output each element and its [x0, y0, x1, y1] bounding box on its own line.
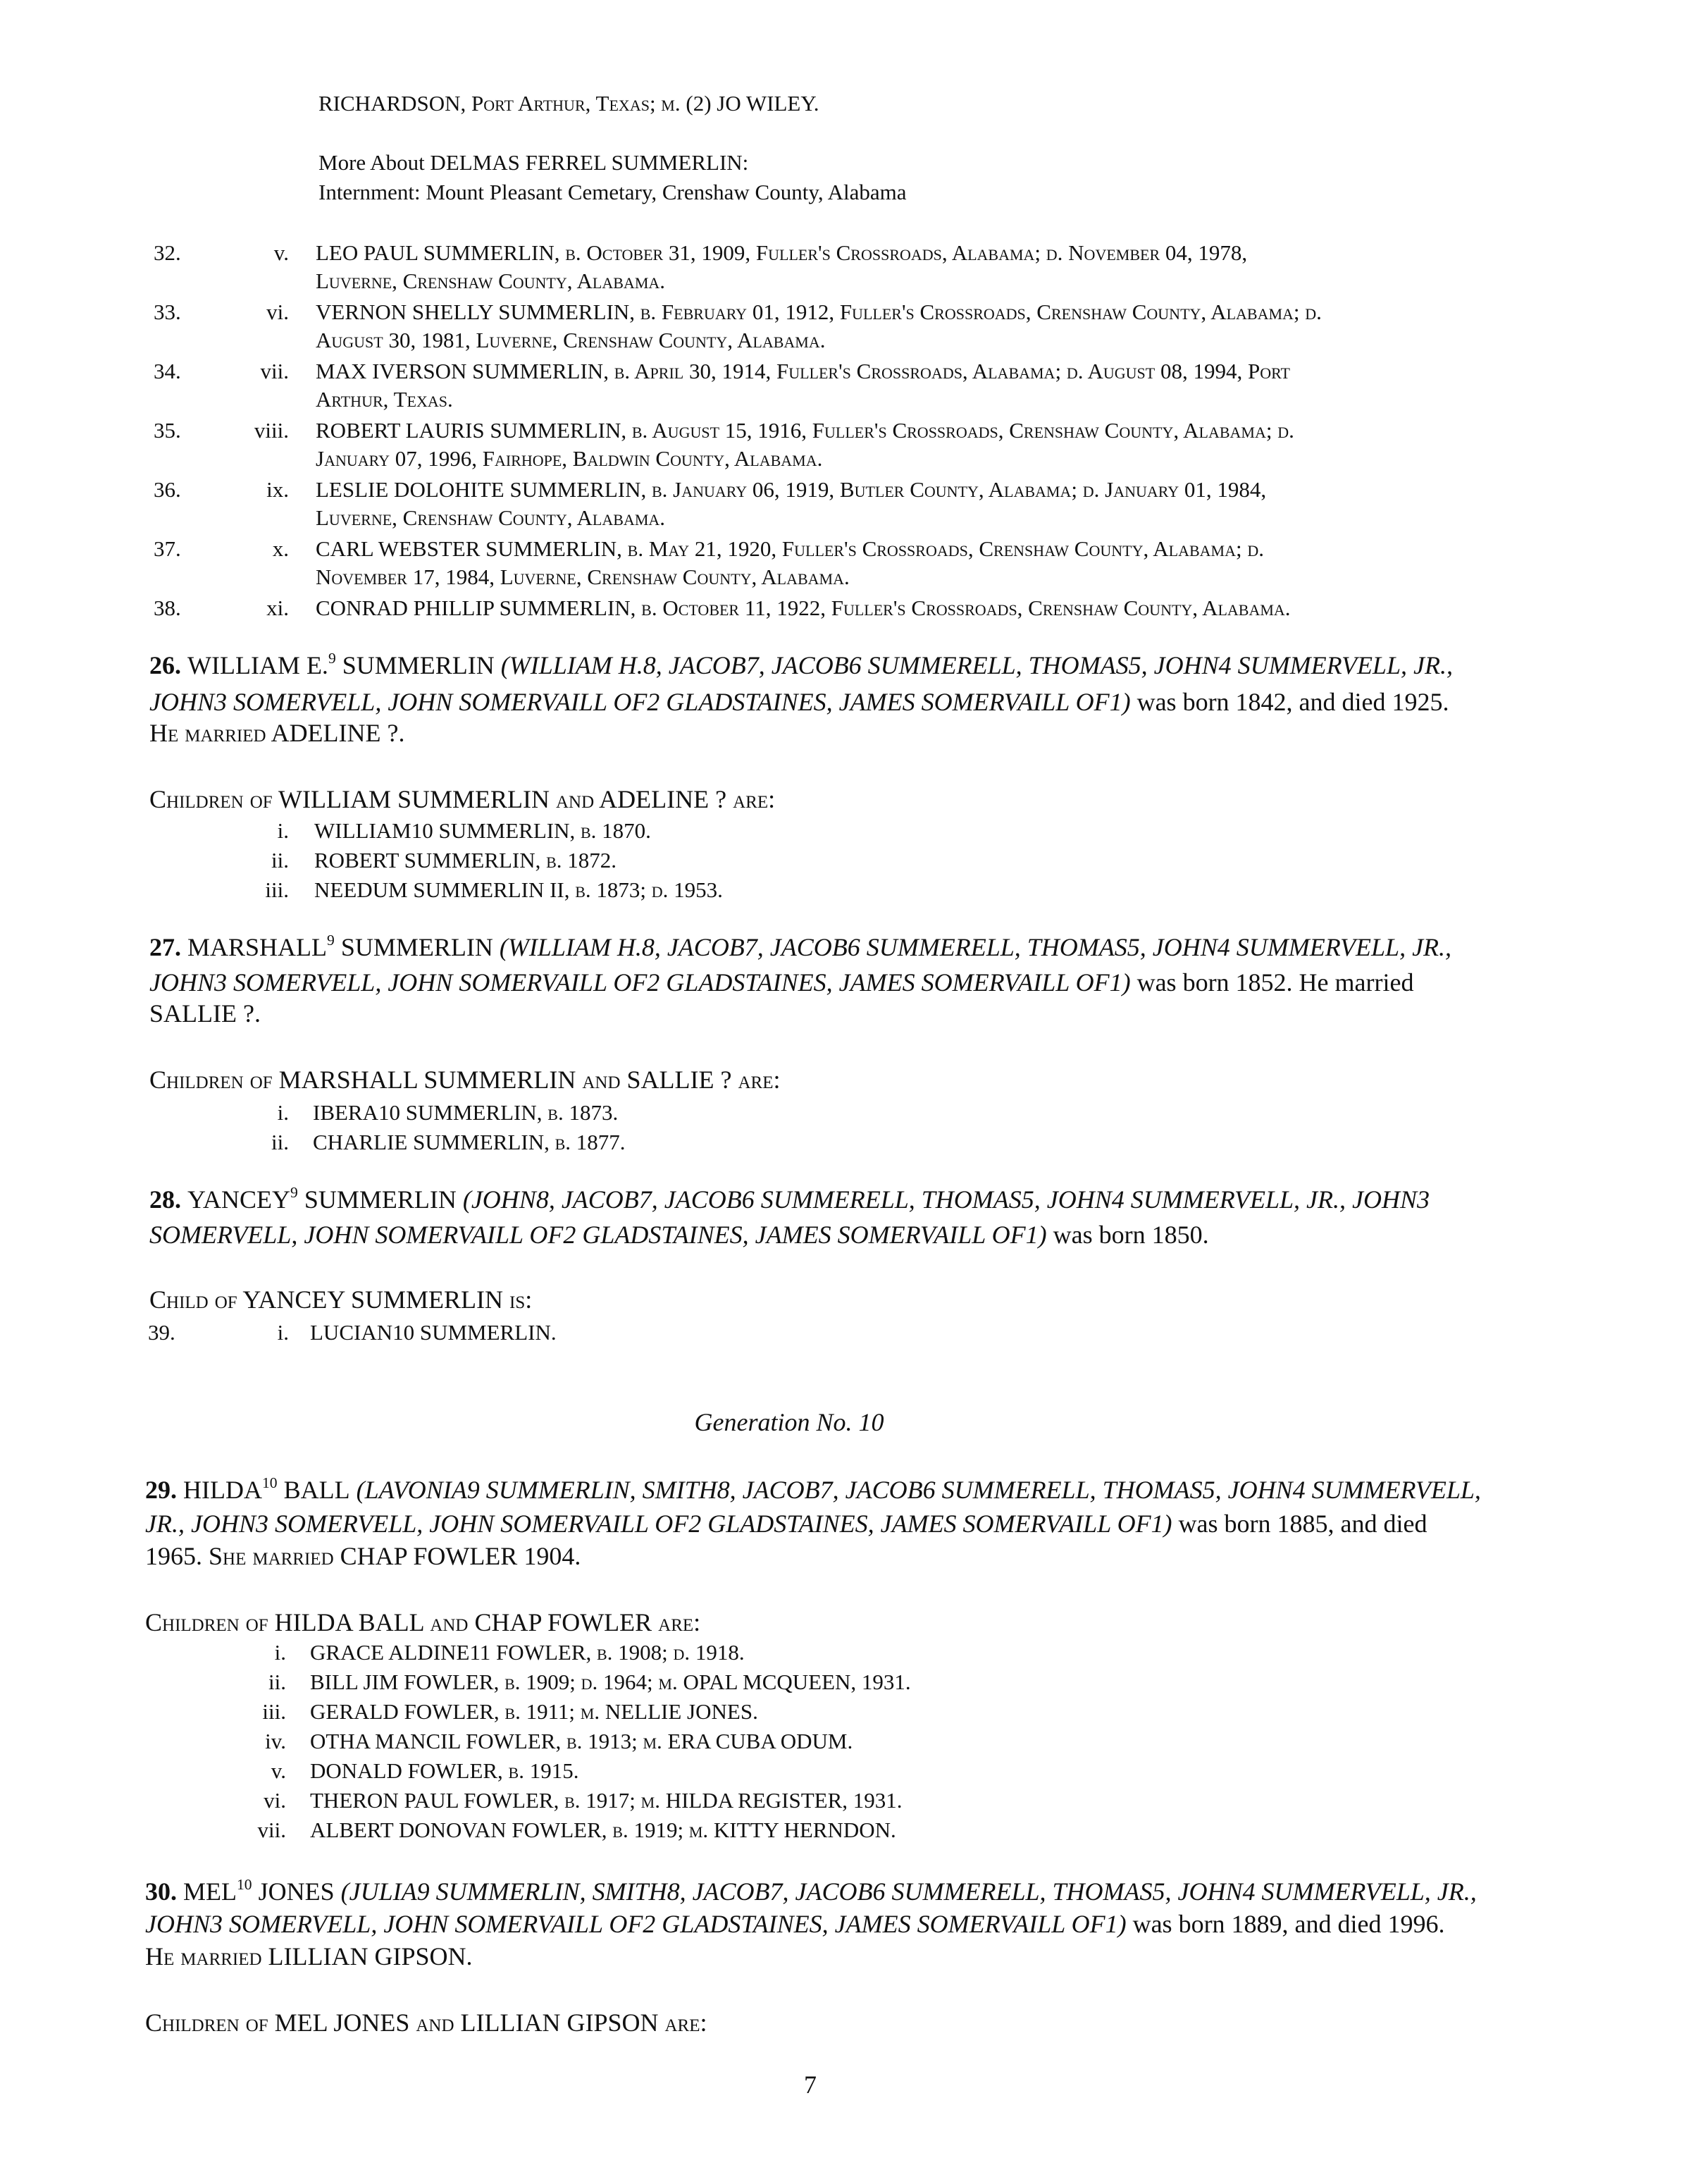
entry-27-line-1 — [149, 932, 1451, 963]
roman-numeral: vi. — [264, 1788, 286, 1813]
ancestry-line: (JOHN8, JACOB7, JACOB6 SUMMERELL, THOMAS5, JOHN4 SUMMERVELL, JR., JOHN3 — [462, 1185, 1430, 1214]
ancestry-line: (JULIA9 SUMMERLIN, SMITH8, JACOB7, JACOB6 SUMMERELL, THOMAS5, JOHN4 SUMMERVELL, JR., — [340, 1877, 1477, 1906]
more-about-heading: More About DELMAS FERREL SUMMERLIN: — [318, 150, 749, 175]
child-text: THERON PAUL FOWLER, b. 1917; m. HILDA REGISTER, 1931. — [310, 1788, 903, 1813]
entry-29-children-heading: Children of HILDA BALL and CHAP FOWLER are: — [145, 1608, 701, 1636]
entry-number: 32. — [154, 240, 181, 265]
list-item-text: CONRAD PHILLIP SUMMERLIN, b. October 11, 1922, Fuller's Crossroads, Crenshaw County, Alabama. — [316, 596, 1291, 620]
entry-26-marriage: He married ADELINE ?. — [149, 719, 405, 747]
child-text: GERALD FOWLER, b. 1911; m. NELLIE JONES. — [310, 1699, 758, 1724]
list-item-text: November 17, 1984, Luverne, Crenshaw County, Alabama. — [316, 564, 850, 589]
entry-26-children-heading: Children of WILLIAM SUMMERLIN and ADELINE ? are: — [149, 785, 776, 813]
roman-numeral: vii. — [257, 1818, 286, 1842]
roman-numeral: ix. — [266, 477, 289, 502]
entry-number: 38. — [154, 596, 181, 620]
roman-numeral: v. — [271, 1758, 286, 1783]
ancestry-line: JR., JOHN3 SOMERVELL, JOHN SOMERVAILL OF2 GLADSTAINES, JAMES SOMERVAILL OF1) — [145, 1510, 1172, 1538]
entry-number: 33. — [154, 300, 181, 324]
entry-number: 27. — [149, 933, 181, 961]
life-dates: was born 1842, and died 1925. — [1136, 688, 1449, 716]
entry-30-line-1 — [145, 1876, 1477, 1907]
child-text: GRACE ALDINE11 FOWLER, b. 1908; d. 1918. — [310, 1640, 745, 1665]
entry-30-children-heading: Children of MEL JONES and LILLIAN GIPSON are: — [145, 2009, 707, 2037]
entry-number: 36. — [154, 477, 181, 502]
life-dates: was born 1889, and died 1996. — [1132, 1910, 1445, 1938]
ancestry-line: JOHN3 SOMERVELL, JOHN SOMERVAILL OF2 GLADSTAINES, JAMES SOMERVAILL OF1) — [149, 968, 1131, 997]
list-item-text: Arthur, Texas. — [316, 387, 453, 412]
entry-28-line-1 — [149, 1184, 1430, 1215]
generation-heading: Generation No. 10 — [694, 1408, 884, 1436]
life-dates: was born 1885, and died — [1178, 1510, 1427, 1538]
person-name: YANCEY$^9$ SUMMERLIN — [187, 1183, 457, 1214]
entry-27-line-2 — [149, 967, 1413, 998]
entry-29-line-1 — [145, 1474, 1481, 1505]
roman-numeral: iii. — [265, 877, 289, 902]
entry-28-line-2 — [149, 1219, 1209, 1250]
person-name: HILDA$^{10}$ BALL — [183, 1474, 350, 1504]
entry-29-marriage: 1965. She married CHAP FOWLER 1904. — [145, 1542, 581, 1570]
ancestry-line: (WILLIAM H.8, JACOB7, JACOB6 SUMMERELL, THOMAS5, JOHN4 SUMMERVELL, JR., — [500, 651, 1453, 679]
ancestry-line: SOMERVELL, JOHN SOMERVAILL OF2 GLADSTAINES, JAMES SOMERVAILL OF1) — [149, 1221, 1047, 1249]
roman-numeral: iii. — [262, 1699, 286, 1724]
entry-number: 39. — [148, 1320, 175, 1345]
life-dates: was born 1850. — [1053, 1221, 1209, 1249]
list-item-text: CARL WEBSTER SUMMERLIN, b. May 21, 1920, Fuller's Crossroads, Crenshaw County, Alabama; d. — [316, 536, 1264, 561]
entry-number: 28. — [149, 1185, 181, 1214]
entry-number: 26. — [149, 651, 181, 679]
child-text: NEEDUM SUMMERLIN II, b. 1873; d. 1953. — [314, 877, 723, 902]
entry-number: 34. — [154, 359, 181, 383]
child-text: ROBERT SUMMERLIN, b. 1872. — [314, 848, 617, 872]
child-text: CHARLIE SUMMERLIN, b. 1877. — [313, 1130, 626, 1154]
roman-numeral: i. — [277, 818, 289, 843]
roman-numeral: ii. — [268, 1670, 286, 1694]
entry-number: 37. — [154, 536, 181, 561]
roman-numeral: i. — [277, 1100, 289, 1125]
page-number: 7 — [804, 2071, 817, 2099]
entry-29-line-2 — [145, 1508, 1427, 1539]
child-text: WILLIAM10 SUMMERLIN, b. 1870. — [314, 818, 651, 843]
list-item-text: January 07, 1996, Fairhope, Baldwin County, Alabama. — [316, 446, 823, 471]
entry-30-marriage: He married LILLIAN GIPSON. — [145, 1942, 473, 1970]
ancestry-line: (WILLIAM H.8, JACOB7, JACOB6 SUMMERELL, THOMAS5, JOHN4 SUMMERVELL, JR., — [499, 933, 1452, 961]
roman-numeral: i. — [277, 1320, 289, 1345]
ancestry-line: JOHN3 SOMERVELL, JOHN SOMERVAILL OF2 GLADSTAINES, JAMES SOMERVAILL OF1) — [145, 1910, 1127, 1938]
person-name: MEL$^{10}$ JONES — [183, 1875, 335, 1906]
internment-line: Internment: Mount Pleasant Cemetary, Crenshaw County, Alabama — [318, 180, 907, 204]
child-text: DONALD FOWLER, b. 1915. — [310, 1758, 579, 1783]
entry-number: 30. — [145, 1877, 177, 1906]
roman-numeral: ii. — [271, 1130, 289, 1154]
child-text: ALBERT DONOVAN FOWLER, b. 1919; m. KITTY HERNDON. — [310, 1818, 896, 1842]
ancestry-line: JOHN3 SOMERVELL, JOHN SOMERVAILL OF2 GLADSTAINES, JAMES SOMERVAILL OF1) — [149, 688, 1131, 716]
child-text: LUCIAN10 SUMMERLIN. — [310, 1320, 557, 1345]
list-item-text: Luverne, Crenshaw County, Alabama. — [316, 505, 666, 530]
list-item-text: Luverne, Crenshaw County, Alabama. — [316, 269, 666, 293]
person-name: MARSHALL$^9$ SUMMERLIN — [187, 931, 493, 961]
roman-numeral: ii. — [271, 848, 289, 872]
roman-numeral: xi. — [266, 596, 289, 620]
life-dates: was born 1852. He married — [1136, 968, 1414, 997]
entry-27-marriage: SALLIE ?. — [149, 999, 261, 1028]
entry-26-line-1 — [149, 650, 1453, 681]
list-item-text: VERNON SHELLY SUMMERLIN, b. February 01, 1912, Fuller's Crossroads, Crenshaw County, Alabama; d. — [316, 300, 1322, 324]
child-text: BILL JIM FOWLER, b. 1909; d. 1964; m. OPAL MCQUEEN, 1931. — [310, 1670, 911, 1694]
roman-numeral: vi. — [266, 300, 289, 324]
entry-26-line-2 — [149, 686, 1449, 717]
roman-numeral: viii. — [254, 418, 289, 443]
entry-28-children-heading: Child of YANCEY SUMMERLIN is: — [149, 1285, 533, 1314]
entry-27-children-heading: Children of MARSHALL SUMMERLIN and SALLIE ? are: — [149, 1066, 781, 1094]
child-text: IBERA10 SUMMERLIN, b. 1873. — [313, 1100, 619, 1125]
roman-numeral: i. — [274, 1640, 286, 1665]
roman-numeral: vii. — [260, 359, 289, 383]
list-item-text: August 30, 1981, Luverne, Crenshaw County, Alabama. — [316, 328, 826, 352]
roman-numeral: v. — [273, 240, 289, 265]
roman-numeral: iv. — [265, 1729, 286, 1753]
ancestry-line: (LAVONIA9 SUMMERLIN, SMITH8, JACOB7, JACOB6 SUMMERELL, THOMAS5, JOHN4 SUMMERVELL, — [356, 1476, 1481, 1504]
list-item-text: LESLIE DOLOHITE SUMMERLIN, b. January 06, 1919, Butler County, Alabama; d. January 01, 1984, — [316, 477, 1267, 502]
list-item-text: MAX IVERSON SUMMERLIN, b. April 30, 1914, Fuller's Crossroads, Alabama; d. August 08, 1994, Port — [316, 359, 1290, 383]
entry-number: 29. — [145, 1476, 177, 1504]
child-text: OTHA MANCIL FOWLER, b. 1913; m. ERA CUBA ODUM. — [310, 1729, 853, 1753]
entry-number: 35. — [154, 418, 181, 443]
entry-30-line-2 — [145, 1908, 1445, 1939]
roman-numeral: x. — [272, 536, 289, 561]
person-name: WILLIAM E.$^9$ SUMMERLIN — [187, 649, 495, 679]
list-item-text: LEO PAUL SUMMERLIN, b. October 31, 1909, Fuller's Crossroads, Alabama; d. November 04, 1978, — [316, 240, 1248, 265]
intro-line: RICHARDSON, Port Arthur, Texas; m. (2) JO WILEY. — [318, 91, 819, 116]
list-item-text: ROBERT LAURIS SUMMERLIN, b. August 15, 1916, Fuller's Crossroads, Crenshaw County, Alabama; d. — [316, 418, 1294, 443]
